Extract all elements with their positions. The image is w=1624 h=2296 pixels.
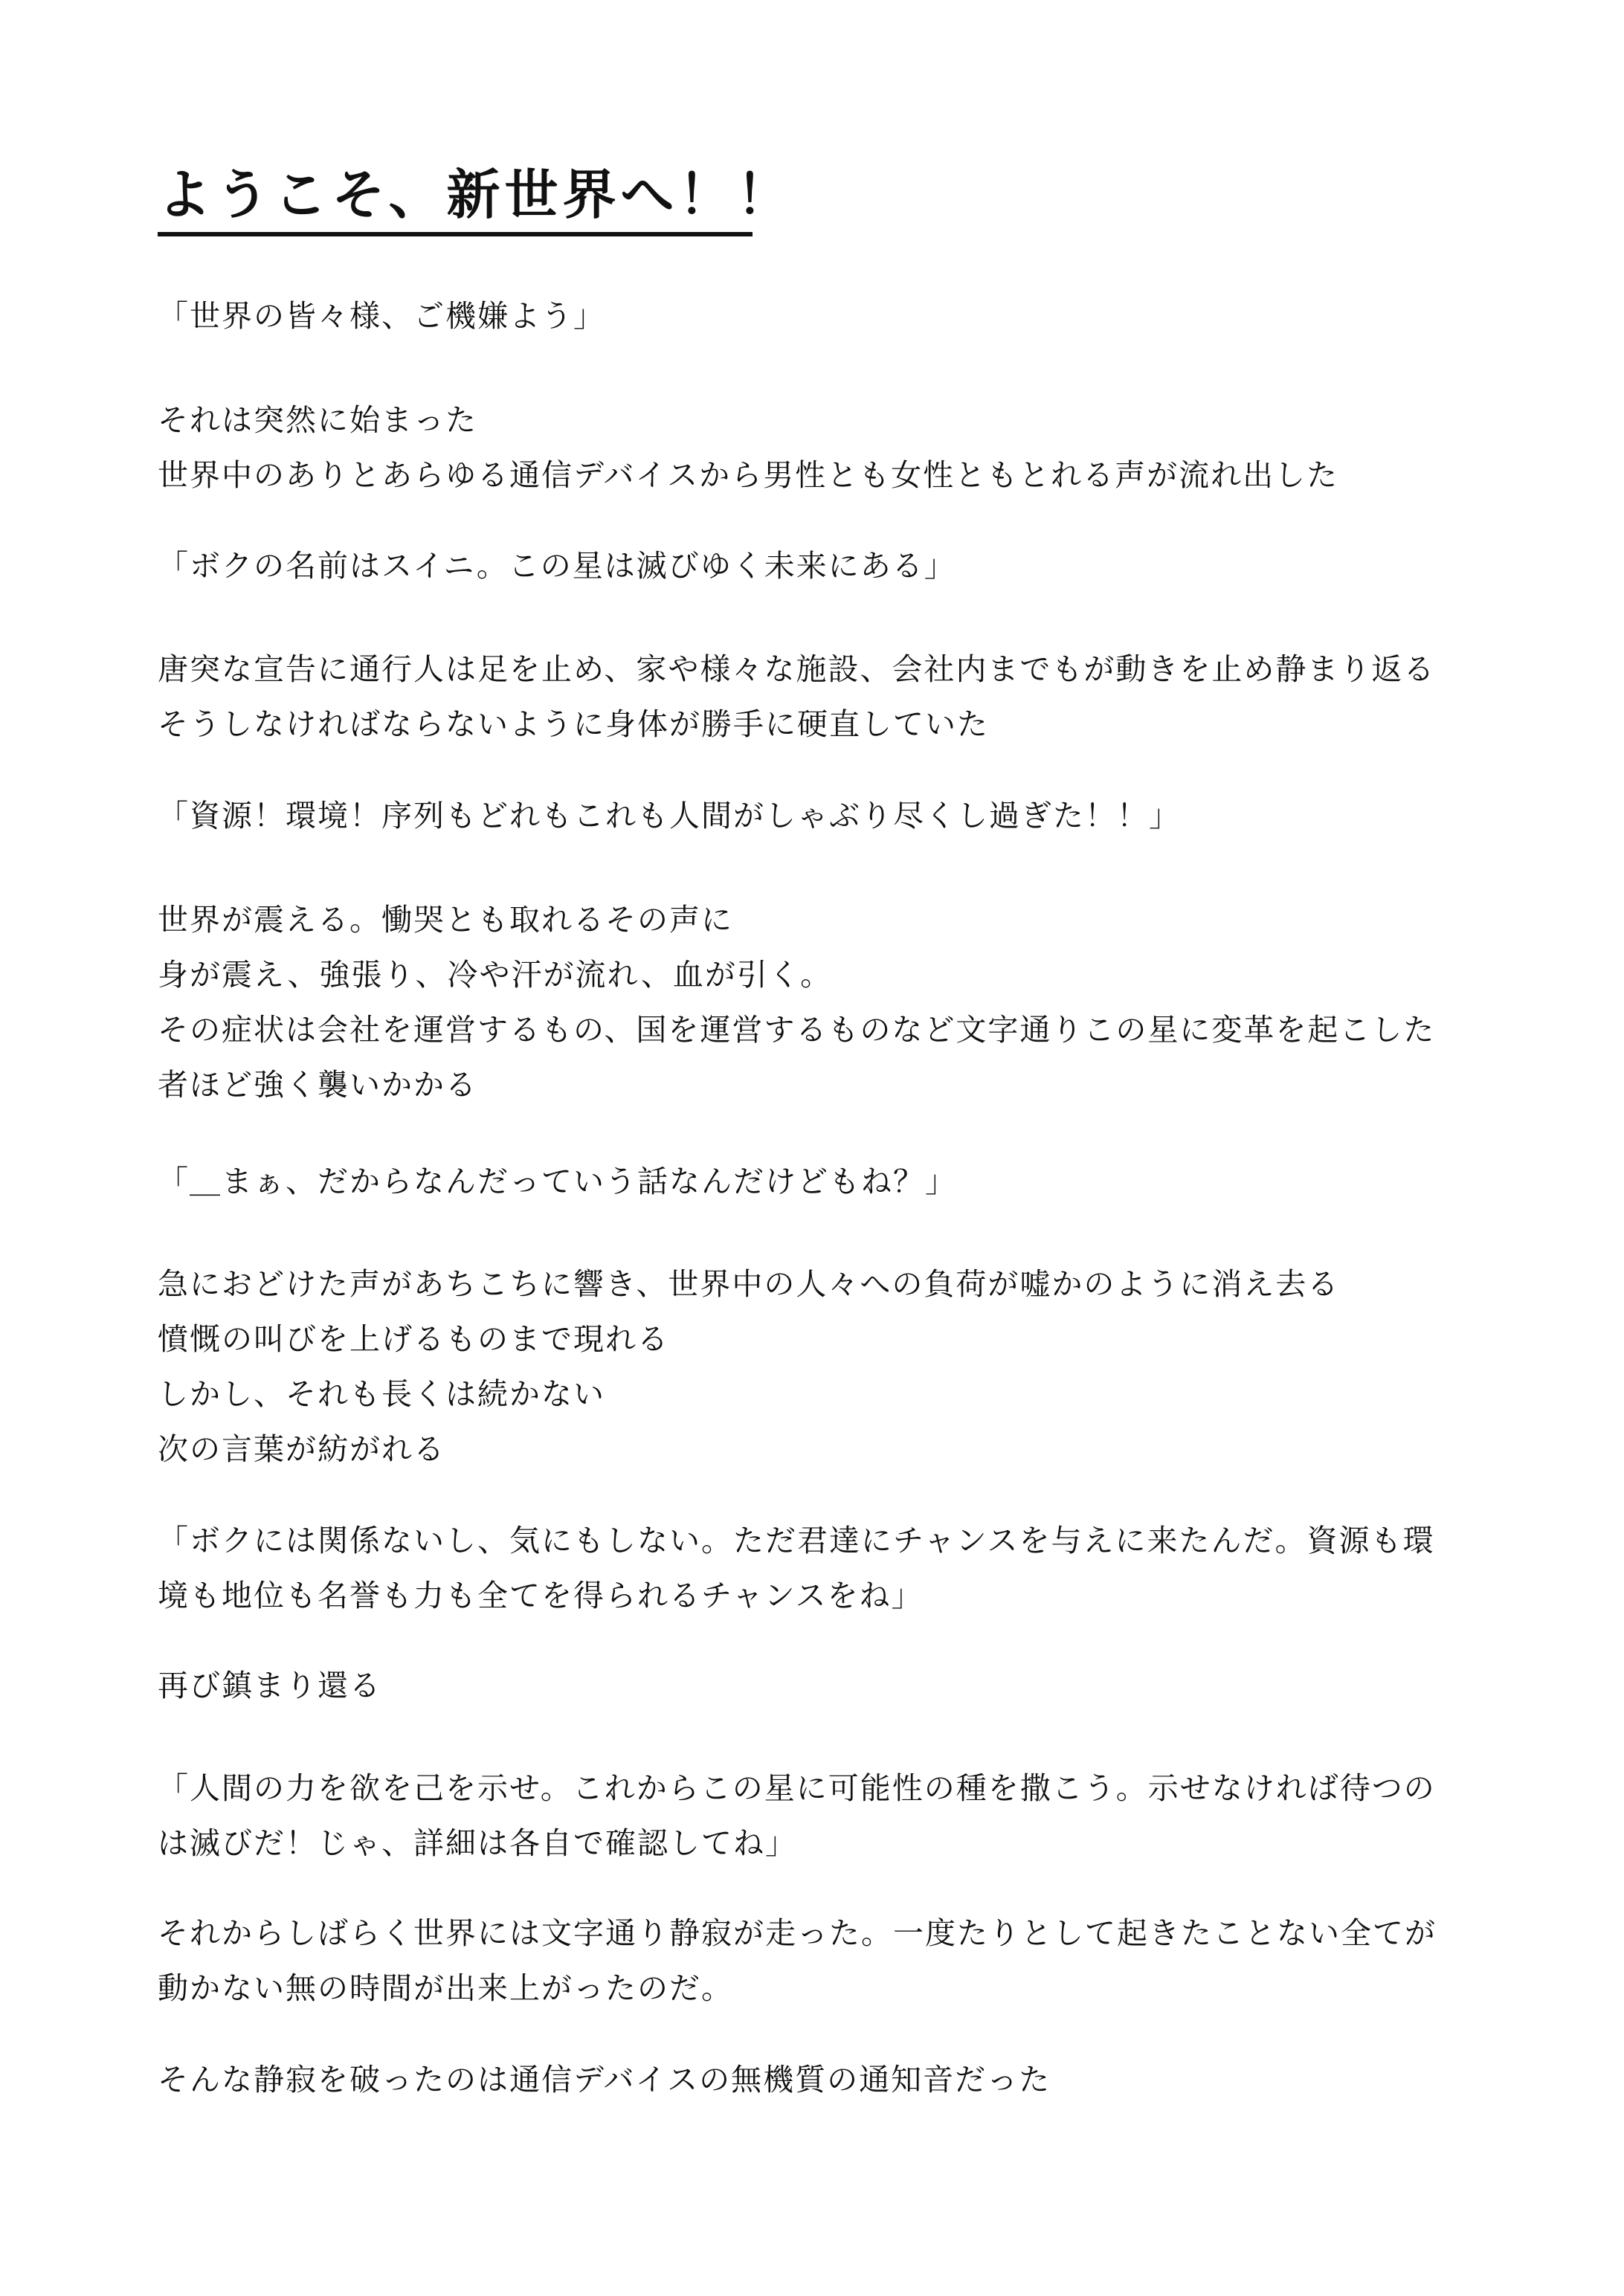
paragraph-12: それからしばらく世界には文字通り静寂が走った。一度たりとして起きたことない全てが 動かない無の時間が出来上がったのだ。 (158, 1915, 1437, 2006)
paragraph-2: それは突然に始まった 世界中のありとあらゆる通信デバイスから男性とも女性ともとれる声が流れ出した (158, 402, 1339, 493)
paragraph-3: 「ボクの名前はスイニ。この星は滅びゆく未来にある」 (158, 548, 956, 584)
paragraph-9: 「ボクには関係ないし、気にもしない。ただ君達にチャンスを与えに来たんだ。資源も環 境も地位も名誉も力も全てを得られるチャンスをね」 (158, 1523, 1435, 1613)
paragraph-7: 「＿まぁ、だからなんだっていう話なんだけどもね？」 (158, 1164, 957, 1199)
paragraph-11: 「人間の力を欲を己を示せ。これからこの星に可能性の種を撒こう。示せなければ待つの は滅びだ！じゃ、詳細は各自で確認してね」 (158, 1770, 1436, 1861)
paragraph-5: 「資源！環境！序列もどれもこれも人間がしゃぶり尽くし過ぎた！！」 (158, 798, 1181, 833)
paragraph-4: 唐突な宣告に通行人は足を止め、家や様々な施設、会社内までもが動きを止め静まり返る そうしなければならないように身体が勝手に硬直していた (158, 651, 1436, 742)
paragraph-6: 世界が震える。慟哭とも取れるその声に 身が震え、強張り、冷や汗が流れ、血が引く。 その症状は会社を運営するもの、国を運営するものなど文字通りこの星に変革を起こした 者ほど強く襲いかかる (158, 902, 1436, 1103)
paragraph-10: 再び鎮まり還る (158, 1668, 381, 1703)
paragraph-13: そんな静寂を破ったのは通信デバイスの無機質の通知音だった (158, 2062, 1051, 2097)
paragraph-1: 「世界の皆々様、ご機嫌よう」 (158, 298, 605, 334)
title-underline (158, 232, 753, 236)
chapter-title: ようこそ、新世界へ！！ (158, 164, 795, 226)
paragraph-8: 急におどけた声があちこちに響き、世界中の人々への負荷が嘘かのように消え去る 憤慨の叫びを上げるものまで現れる しかし、それも長くは続かない 次の言葉が紡がれる (158, 1266, 1340, 1467)
